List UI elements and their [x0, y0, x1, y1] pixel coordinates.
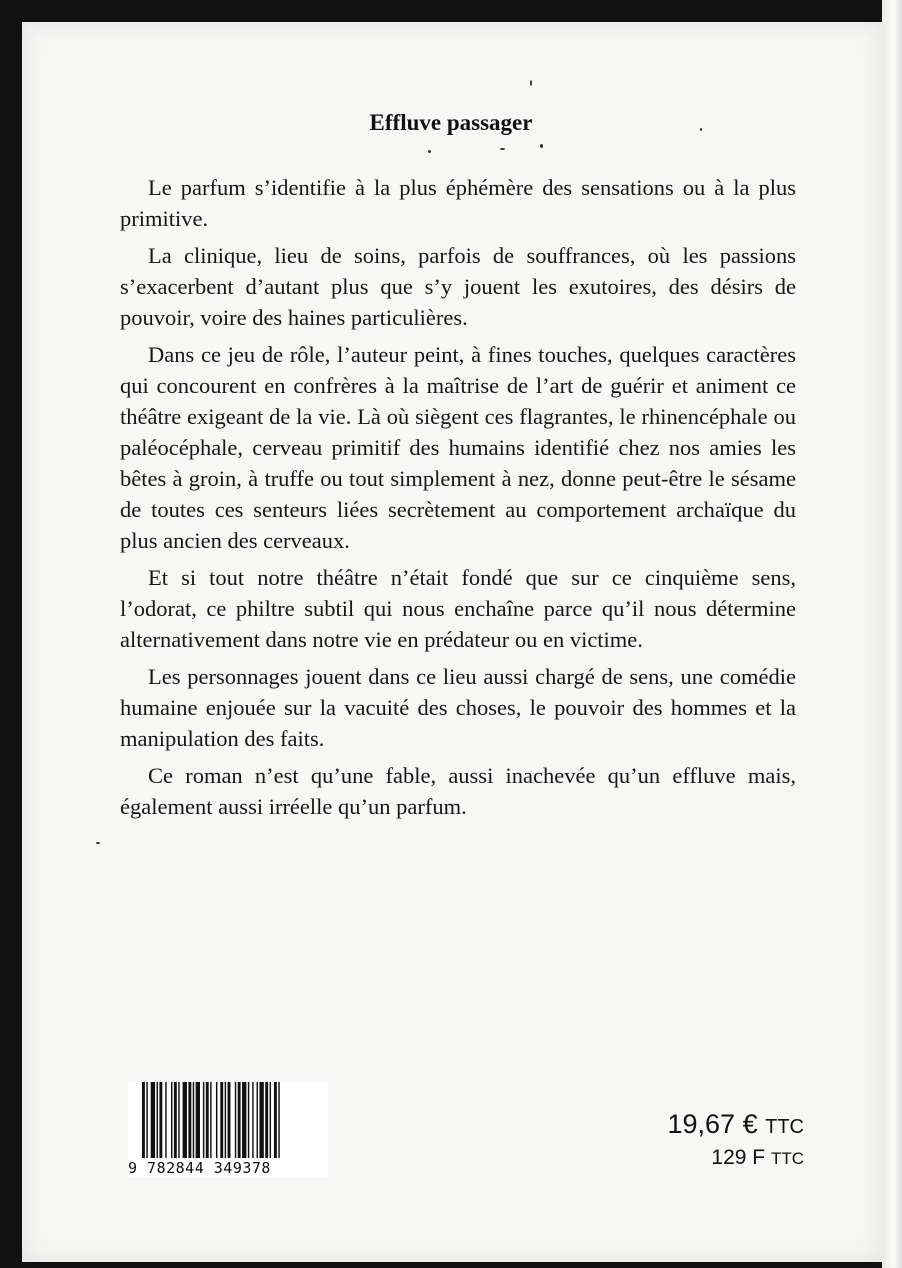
- blurb-paragraph: Ce roman n’est qu’une fable, aussi inachevée qu’un effluve mais, également aussi irréelle qu’un parfum.: [120, 763, 796, 819]
- cover-edge: [882, 0, 902, 1268]
- price-euro-tax: TTC: [765, 1116, 804, 1138]
- blurb-paragraph: Et si tout notre théâtre n’était fondé que sur ce cinquième sens, l’odorat, ce philtre subtil qui nous enchaîne parce qu’il nous détermine alternativement dans notre vie en prédateur ou en victime.: [120, 565, 796, 652]
- blurb-paragraph: Dans ce jeu de rôle, l’auteur peint, à fines touches, quelques caractères qui concourent en confrères à la maîtrise de l’art de guérir et animent ce théâtre exigeant de la vie. Là où siègent ces flagrantes, le rhinencéphale ou paléocéphale, cerveau primitif des humains identifié chez nos amies les bêtes à groin, à truffe ou tout simplement à nez, donne peut-être le sésame de toutes ces senteurs liées secrètement au comportement archaïque du plus ancien des cerveaux.: [120, 342, 796, 553]
- scan-speck: [96, 842, 100, 844]
- scan-speck: [428, 150, 431, 153]
- isbn-barcode: [128, 1082, 328, 1178]
- scan-speck: [700, 128, 702, 131]
- price-franc-tax: TTC: [770, 1149, 804, 1168]
- scan-speck: [530, 80, 532, 86]
- barcode-bars: [128, 1082, 328, 1160]
- price-franc: [668, 1143, 805, 1174]
- blurb-paragraph: La clinique, lieu de soins, parfois de souffrances, où les passions s’exacerbent d’autant plus que s’y jouent les exutoires, des désirs de pouvoir, voire des haines particulières.: [120, 243, 796, 330]
- back-cover-title: Effluve passager: [369, 110, 533, 135]
- price-franc-value: 129 F: [711, 1146, 766, 1169]
- price-euro: [668, 1108, 805, 1143]
- blurb-text: [120, 172, 796, 828]
- price-block: [668, 1108, 805, 1174]
- blurb-paragraph: Le parfum s’identifie à la plus éphémère des sensations ou à la plus primitive.: [120, 175, 796, 231]
- isbn-number: 9 782844 349378: [128, 1158, 328, 1178]
- scan-speck: [500, 148, 505, 150]
- blurb-paragraph: Les personnages jouent dans ce lieu aussi chargé de sens, une comédie humaine enjouée sur la vacuité des choses, le pouvoir des hommes et la manipulation des faits.: [120, 664, 796, 751]
- scan-speck: [540, 144, 543, 148]
- price-euro-value: 19,67 €: [667, 1109, 758, 1139]
